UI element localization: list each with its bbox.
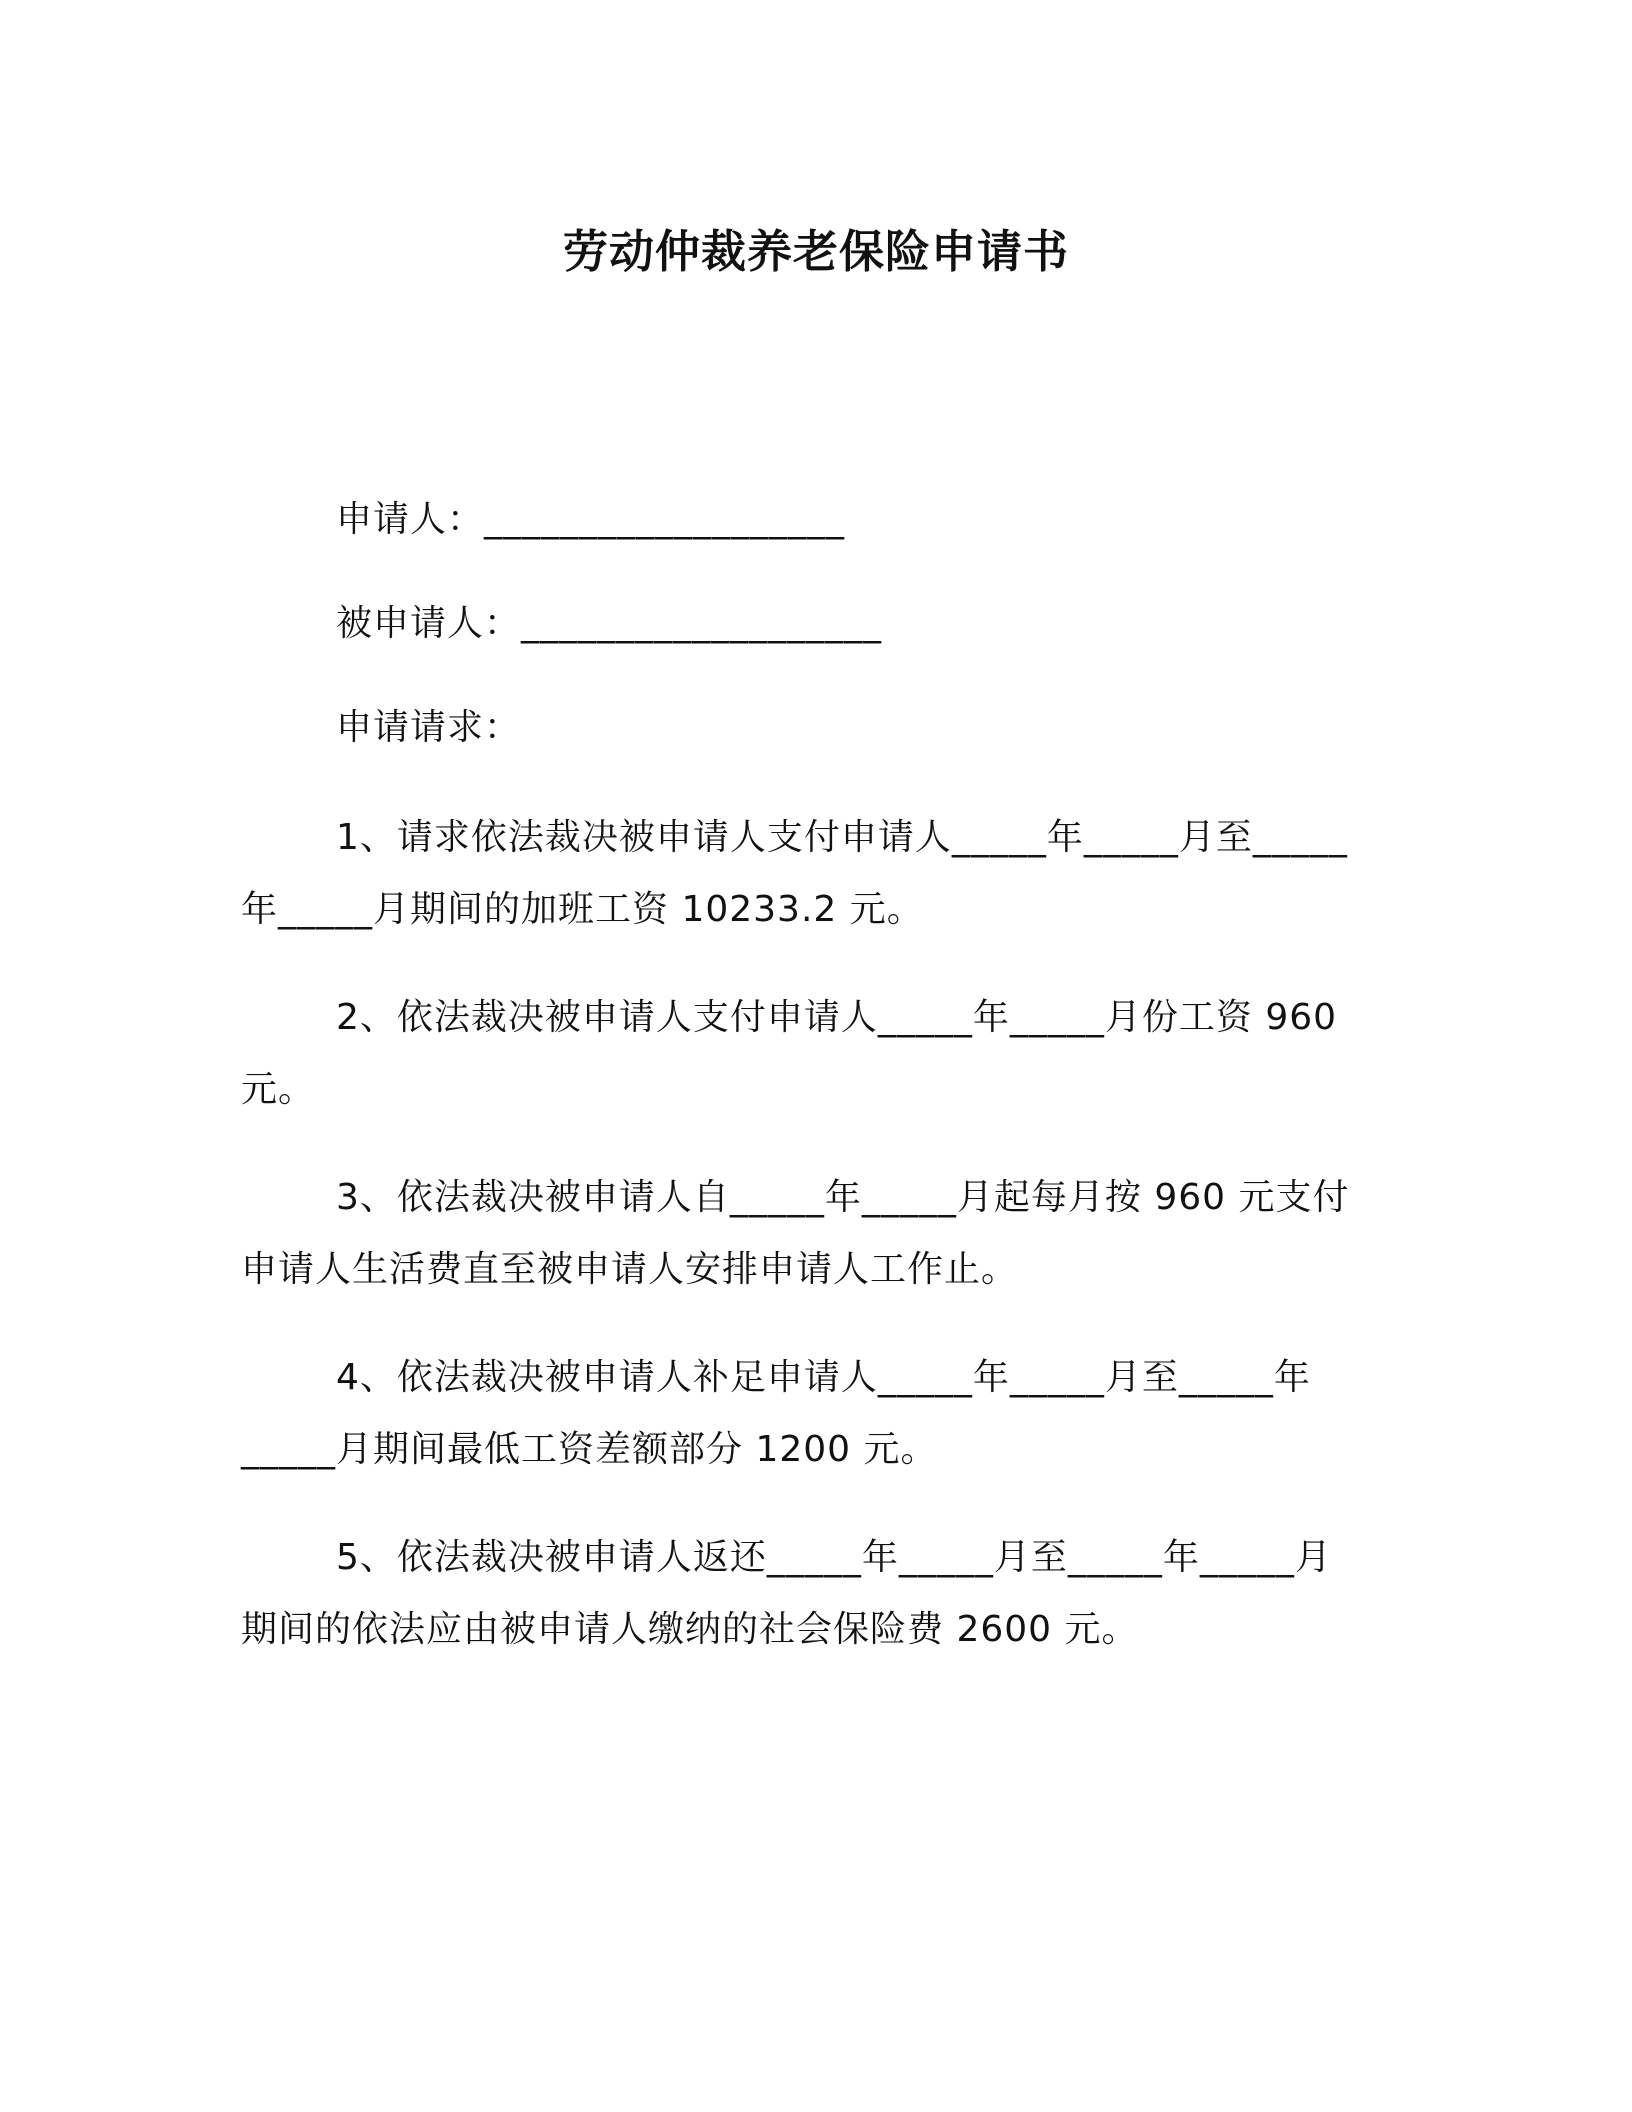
- request-item-1-line-1: 1、请求依法裁决被申请人支付申请人_____年_____月至_____: [336, 817, 1348, 858]
- request-item-4-line-2: _____月期间最低工资差额部分 1200 元。: [241, 1429, 938, 1470]
- respondent-field: 被申请人：___________________: [336, 603, 883, 644]
- request-item-1-line-2: 年_____月期间的加班工资 10233.2 元。: [241, 889, 924, 930]
- request-item-4-line-1: 4、依法裁决被申请人补足申请人_____年_____月至_____年: [336, 1357, 1311, 1398]
- request-item-2-line-1: 2、依法裁决被申请人支付申请人_____年_____月份工资 960: [336, 997, 1338, 1038]
- request-item-2-line-2: 元。: [241, 1069, 316, 1110]
- request-item-3-line-2: 申请人生活费直至被申请人安排申请人工作止。: [241, 1249, 1019, 1290]
- requests-heading: 申请请求：: [336, 707, 522, 748]
- request-item-5-line-2: 期间的依法应由被申请人缴纳的社会保险费 2600 元。: [241, 1609, 1139, 1650]
- document-title: 劳动仲裁养老保险申请书: [562, 225, 1069, 278]
- request-item-3-line-1: 3、依法裁决被申请人自_____年_____月起每月按 960 元支付: [336, 1177, 1350, 1218]
- applicant-field: 申请人：___________________: [336, 499, 846, 540]
- request-item-5-line-1: 5、依法裁决被申请人返还_____年_____月至_____年_____月: [336, 1537, 1332, 1578]
